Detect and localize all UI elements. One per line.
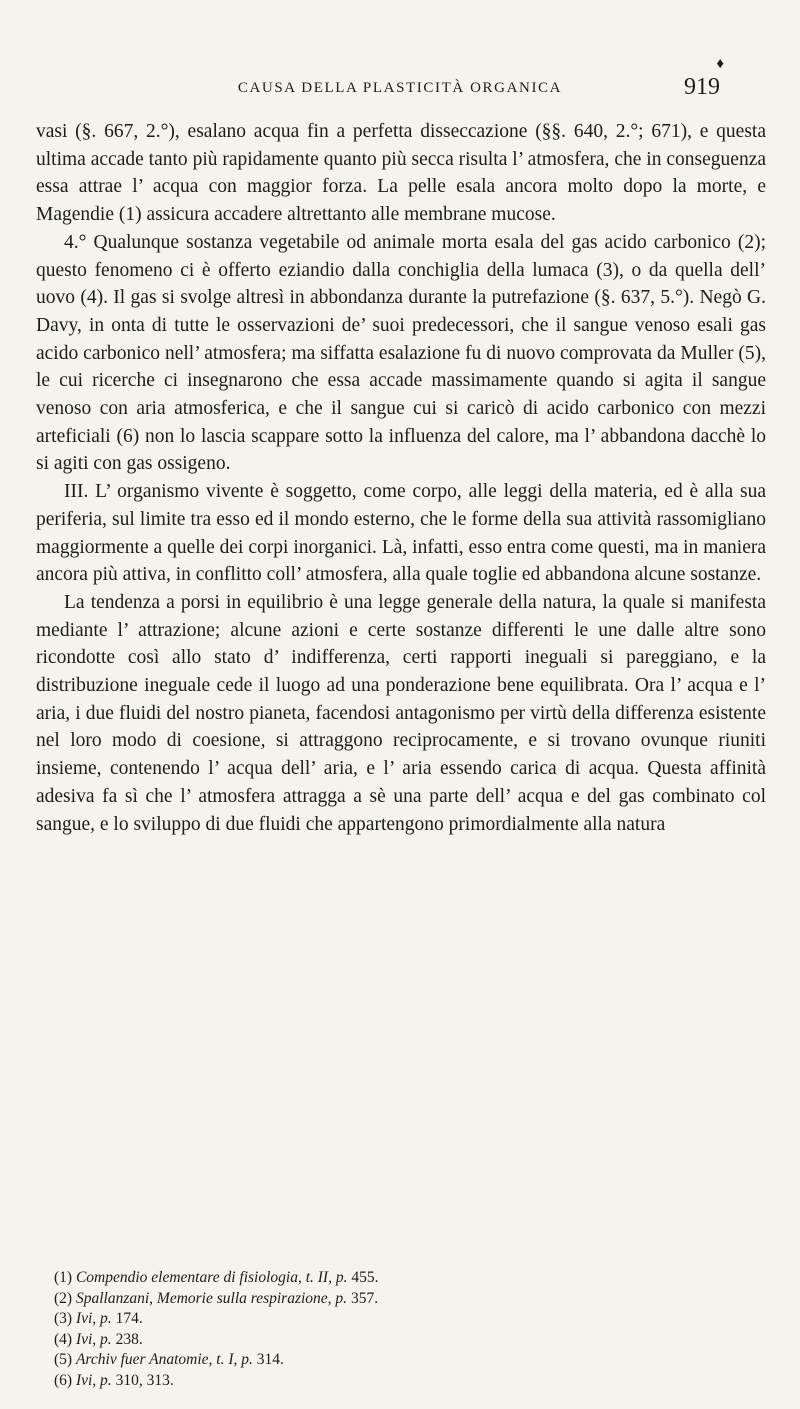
footnote-source: Ivi, p.	[75, 1330, 112, 1348]
paragraph-section-iii: III. L’ organismo vivente è soggetto, come corpo, alle leggi della materia, ed è alla sua periferia, sul limite tra esso ed il mondo esterno, che le forme della sua attività rassomigliano maggiormente a quelle dei corpi inorganici. Là, infatti, esso entra come questi, ma in maniera ancora più attiva, in conflitto coll’ atmosfera, alla quale toglie ed abbandona alcune sostanze.	[36, 481, 766, 586]
footnote-locator: 238.	[115, 1330, 143, 1348]
running-head: CAUSA DELLA PLASTICITÀ ORGANICA	[237, 80, 563, 96]
body-text	[36, 118, 766, 838]
footnote-locator: 310, 313.	[115, 1371, 174, 1389]
footnote-locator: 455.	[351, 1269, 379, 1286]
footnote-source: Archiv fuer Anatomie, t. I, p.	[75, 1351, 253, 1368]
footnote-locator: 314.	[256, 1351, 284, 1368]
footnotes	[54, 1268, 764, 1391]
paragraph-point-4: 4.° Qualunque sostanza vegetabile od animale morta esala del gas acido carbonico (2); questo fenomeno ci è offerto eziandio dalla conchiglia della lumaca (3), o da quella dell’ uovo (4). Il gas si svolge altresì in abbondanza durante la putrefazione (§. 637, 5.°). Negò G. Davy, in onta di tutte le osservazioni de’ suoi predecessori, che il sangue venoso esali gas acido carbonico nell’ atmosfera; ma siffatta esalazione fu di nuovo comprovata da Muller (5), le cui ricerche ci insegnarono che essa accade massimamente quando si agita il sangue venoso con aria atmosferica, e che il sangue cui si caricò di acido carbonico con mezzi arteficiali (6) non lo lascia scappare sotto la influenza del calore, ma l’ abbandona dacchè lo si agiti con gas ossigeno.	[36, 231, 766, 475]
footnote-locator: 357.	[350, 1289, 379, 1307]
footnote	[54, 1309, 764, 1330]
corner-mark: ♦	[716, 56, 724, 72]
footnote-number: (4)	[54, 1330, 73, 1348]
footnote	[54, 1350, 764, 1371]
footnote-source: Spallanzani, Memorie sulla respirazione, p.	[75, 1289, 348, 1307]
footnote-number: (1)	[54, 1269, 73, 1286]
paragraph-equilibrium: La tendenza a porsi in equilibrio è una legge generale della natura, la quale si manifesta mediante l’ attrazione; alcune azioni e certe sostanze differenti le une dalle altre sono ricondotte così allo stato d’ indifferenza, certi rapporti ineguali si pareggiano, e la distribuzione ineguale cede il luogo ad una ponderazione bene equilibrata. Ora l’ acqua e l’ aria, i due fluidi del nostro pianeta, facendosi antagonismo per virtù della differenza esistente nel loro modo di coesione, si attraggono reciprocamente, e si trovano ovunque riuniti insieme, contenendo l’ acqua dell’ aria, e l’ aria essendo carica di acqua. Questa affinità adesiva fa sì che l’ atmosfera attragga a sè una parte dell’ acqua e del gas combinato col sangue, e lo sviluppo di due fluidi che appartengono primordialmente alla natura	[36, 591, 766, 835]
footnote-number: (6)	[54, 1371, 73, 1389]
footnote	[54, 1289, 764, 1310]
footnote-source: Compendio elementare di fisiologia, t. II, p.	[75, 1269, 348, 1286]
footnote	[54, 1268, 764, 1289]
footnote	[54, 1330, 764, 1351]
footnote-source: Ivi, p.	[75, 1310, 112, 1327]
paragraph-continuation: vasi (§. 667, 2.°), esalano acqua fin a perfetta disseccazione (§§. 640, 2.°; 671), e questa ultima accade tanto più rapidamente quanto più secca risulta l’ atmosfera, che in conseguenza essa attrae l’ acqua con maggior forza. La pelle esala ancora molto dopo la morte, e Magendie (1) assicura accadere altrettanto alle membrane mucose.	[36, 121, 766, 226]
footnote-number: (3)	[54, 1310, 73, 1327]
footnote-number: (2)	[54, 1289, 73, 1307]
footnote-locator: 174.	[115, 1310, 143, 1327]
page-header	[40, 56, 760, 104]
footnote	[54, 1371, 764, 1392]
footnote-source: Ivi, p.	[75, 1371, 112, 1389]
footnote-number: (5)	[54, 1351, 73, 1368]
page-number: 919	[684, 74, 720, 100]
